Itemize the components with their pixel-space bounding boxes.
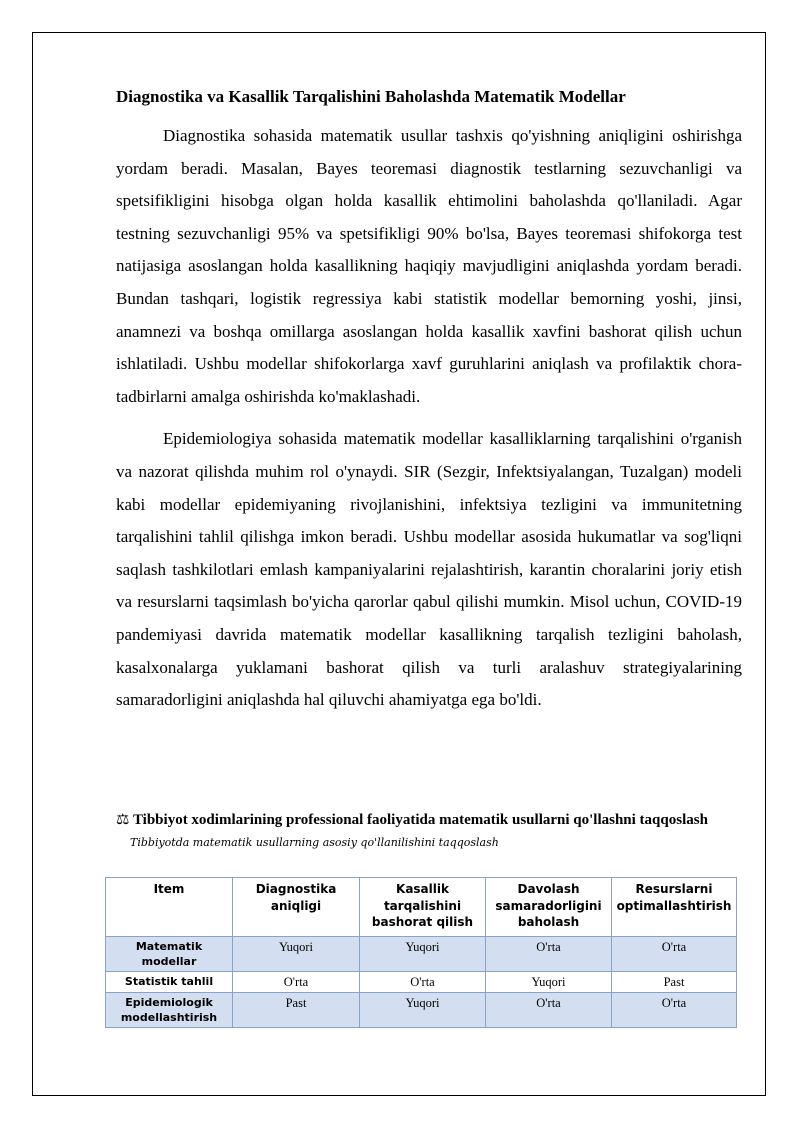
header-treatment-efficacy: Davolash samaradorligini baholash bbox=[486, 878, 612, 937]
comparison-section bbox=[116, 801, 716, 857]
comparison-table bbox=[105, 877, 737, 1028]
table-cell: Past bbox=[233, 993, 360, 1028]
paragraph-epidemiology: Epidemiologiya sohasida matematik modellar kasalliklarning tarqalishini o'rganish va nazorat qilishda muhim rol o'ynaydi. SIR (Sezgir, Infektsiyalangan, Tuzalgan) modeli kabi modellar epidemiyaning rivojlanishini, infektsiya tezligini va immunitetning tarqalishini tahlil qilishga imkon beradi. Ushbu modellar asosida hukumatlar va sog'liqni saqlash tashkilotlari emlash kampaniyalarini rejalashtirish, karantin choralarini joriy etish va resurslarni taqsimlash bo'yicha qarorlar qabul qilishi mumkin. Misol uchun, COVID-19 pandemiyasi davrida matematik modellar kasallikning tarqalish tezligini baholash, kasalxonalarga yuklamani bashorat qilish va turli aralashuv strategiyalarining samaradorligini aniqlashda hal qiluvchi ahamiyatga ega bo'ldi. bbox=[116, 429, 742, 710]
document-title: Diagnostika va Kasallik Tarqalishini Baholashda Matematik Modellar bbox=[116, 87, 626, 106]
row-label: Epidemiologik modellashtirish bbox=[106, 993, 233, 1028]
row-label: Statistik tahlil bbox=[106, 972, 233, 993]
header-resource-optimization: Resurslarni optimallashtirish bbox=[612, 878, 737, 937]
table-cell: O'rta bbox=[486, 937, 612, 972]
table-row bbox=[106, 972, 737, 993]
table-cell: O'rta bbox=[233, 972, 360, 993]
scale-icon: ⚖ bbox=[116, 810, 130, 828]
section-heading bbox=[116, 809, 716, 830]
table-cell: Yuqori bbox=[360, 937, 486, 972]
table-cell: O'rta bbox=[486, 993, 612, 1028]
table-cell: O'rta bbox=[612, 937, 737, 972]
table-row bbox=[106, 993, 737, 1028]
document-body bbox=[116, 86, 742, 727]
paragraph-diagnostics: Diagnostika sohasida matematik usullar tashxis qo'yishning aniqligini oshirishga yordam beradi. Masalan, Bayes teoremasi diagnostik testlarning sezuvchanligi va spetsifikligini hisobga olgan holda kasallik ehtimolini baholashda qo'llaniladi. Agar testning sezuvchanligi 95% va spetsifikligi 90% bo'lsa, Bayes teoremasi shifokorga test natijasiga asoslangan holda kasallikning haqiqiy mavjudligini aniqlashda yordam beradi. Bundan tashqari, logistik regressiya kabi statistik modellar bemorning yoshi, jinsi, anamnezi va boshqa omillarga asoslangan holda kasallik xavfini bashorat qilish uchun ishlatiladi. Ushbu modellar shifokorlarga xavf guruhlarini aniqlash va profilaktik chora-tadbirlarni amalga oshirishda ko'maklashadi. bbox=[116, 126, 742, 406]
table-cell: O'rta bbox=[612, 993, 737, 1028]
table-cell: O'rta bbox=[360, 972, 486, 993]
table-caption: Tibbiyotda matematik usullarning asosiy qo'llanilishini taqqoslash bbox=[130, 836, 499, 849]
table-header-row bbox=[106, 878, 737, 937]
section-heading-text: Tibbiyot xodimlarining professional faoliyatida matematik usullarni qo'llashni taqqoslash bbox=[132, 812, 708, 828]
table-cell: Past bbox=[612, 972, 737, 993]
table-cell: Yuqori bbox=[233, 937, 360, 972]
header-item: Item bbox=[106, 878, 233, 937]
row-label: Matematik modellar bbox=[106, 937, 233, 972]
table-cell: Yuqori bbox=[360, 993, 486, 1028]
table-cell: Yuqori bbox=[486, 972, 612, 993]
header-diagnostics-accuracy: Diagnostika aniqligi bbox=[233, 878, 360, 937]
header-spread-prediction: Kasallik tarqalishini bashorat qilish bbox=[360, 878, 486, 937]
table-row bbox=[106, 937, 737, 972]
